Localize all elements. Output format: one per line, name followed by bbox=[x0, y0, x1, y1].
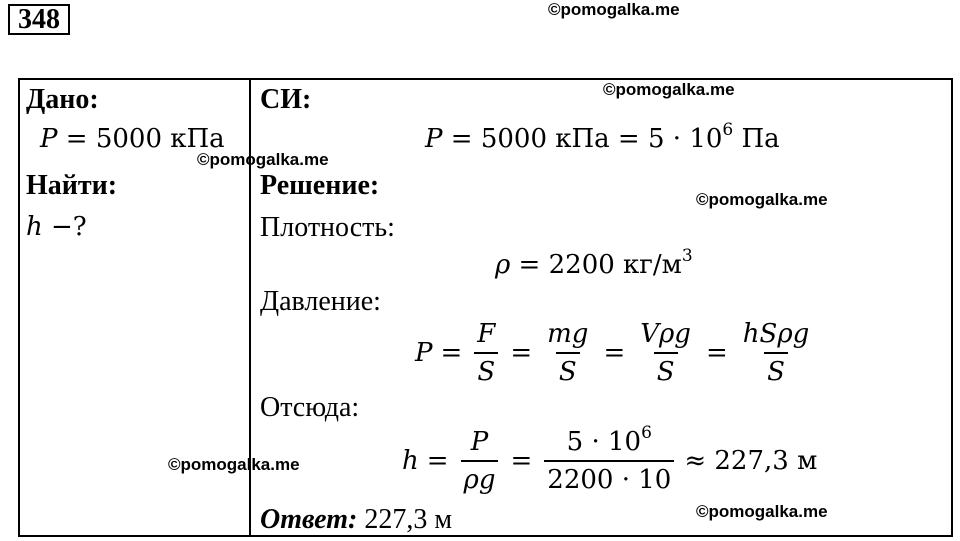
find-unknown: h −? bbox=[26, 212, 87, 242]
height-formula: h = $\frac{P}{\rho g}$ = $\frac{5 \cdot 10^6}{2200 \cdot 10}$ ≈ 227,3 м bbox=[402, 424, 825, 498]
pressure-formula: P = $\frac{F}{S}$ = $\frac{mg}{S}$ = $\frac{\text{Vρg}}{S}$ = $\frac{\text{hSρg}}{S}$ bbox=[415, 316, 816, 390]
watermark: ©pomogalka.me bbox=[548, 0, 680, 19]
given-pressure: P = 5000 кПа bbox=[40, 124, 225, 154]
watermark: ©pomogalka.me bbox=[168, 455, 300, 474]
watermark: ©pomogalka.me bbox=[696, 190, 828, 209]
watermark: ©pomogalka.me bbox=[197, 150, 329, 169]
hence-label: Отсюда: bbox=[260, 392, 360, 423]
si-header: СИ: bbox=[260, 84, 312, 115]
density-label: Плотность: bbox=[260, 212, 395, 243]
watermark: ©pomogalka.me bbox=[603, 80, 735, 99]
solution-header: Решение: bbox=[260, 170, 380, 201]
pressure-label: Давление: bbox=[260, 286, 381, 317]
answer-line: Ответ: 227,3 м bbox=[260, 504, 453, 535]
given-header: Дано: bbox=[26, 84, 99, 115]
find-header: Найти: bbox=[26, 170, 118, 201]
problem-number: 348 bbox=[8, 4, 70, 35]
density-formula: ρ = 2200 $кг/м^3$ bbox=[495, 246, 693, 280]
watermark: ©pomogalka.me bbox=[696, 502, 828, 521]
si-conversion: P = 5000 кПа = $5 \cdot 10^6$ Па bbox=[425, 120, 780, 154]
